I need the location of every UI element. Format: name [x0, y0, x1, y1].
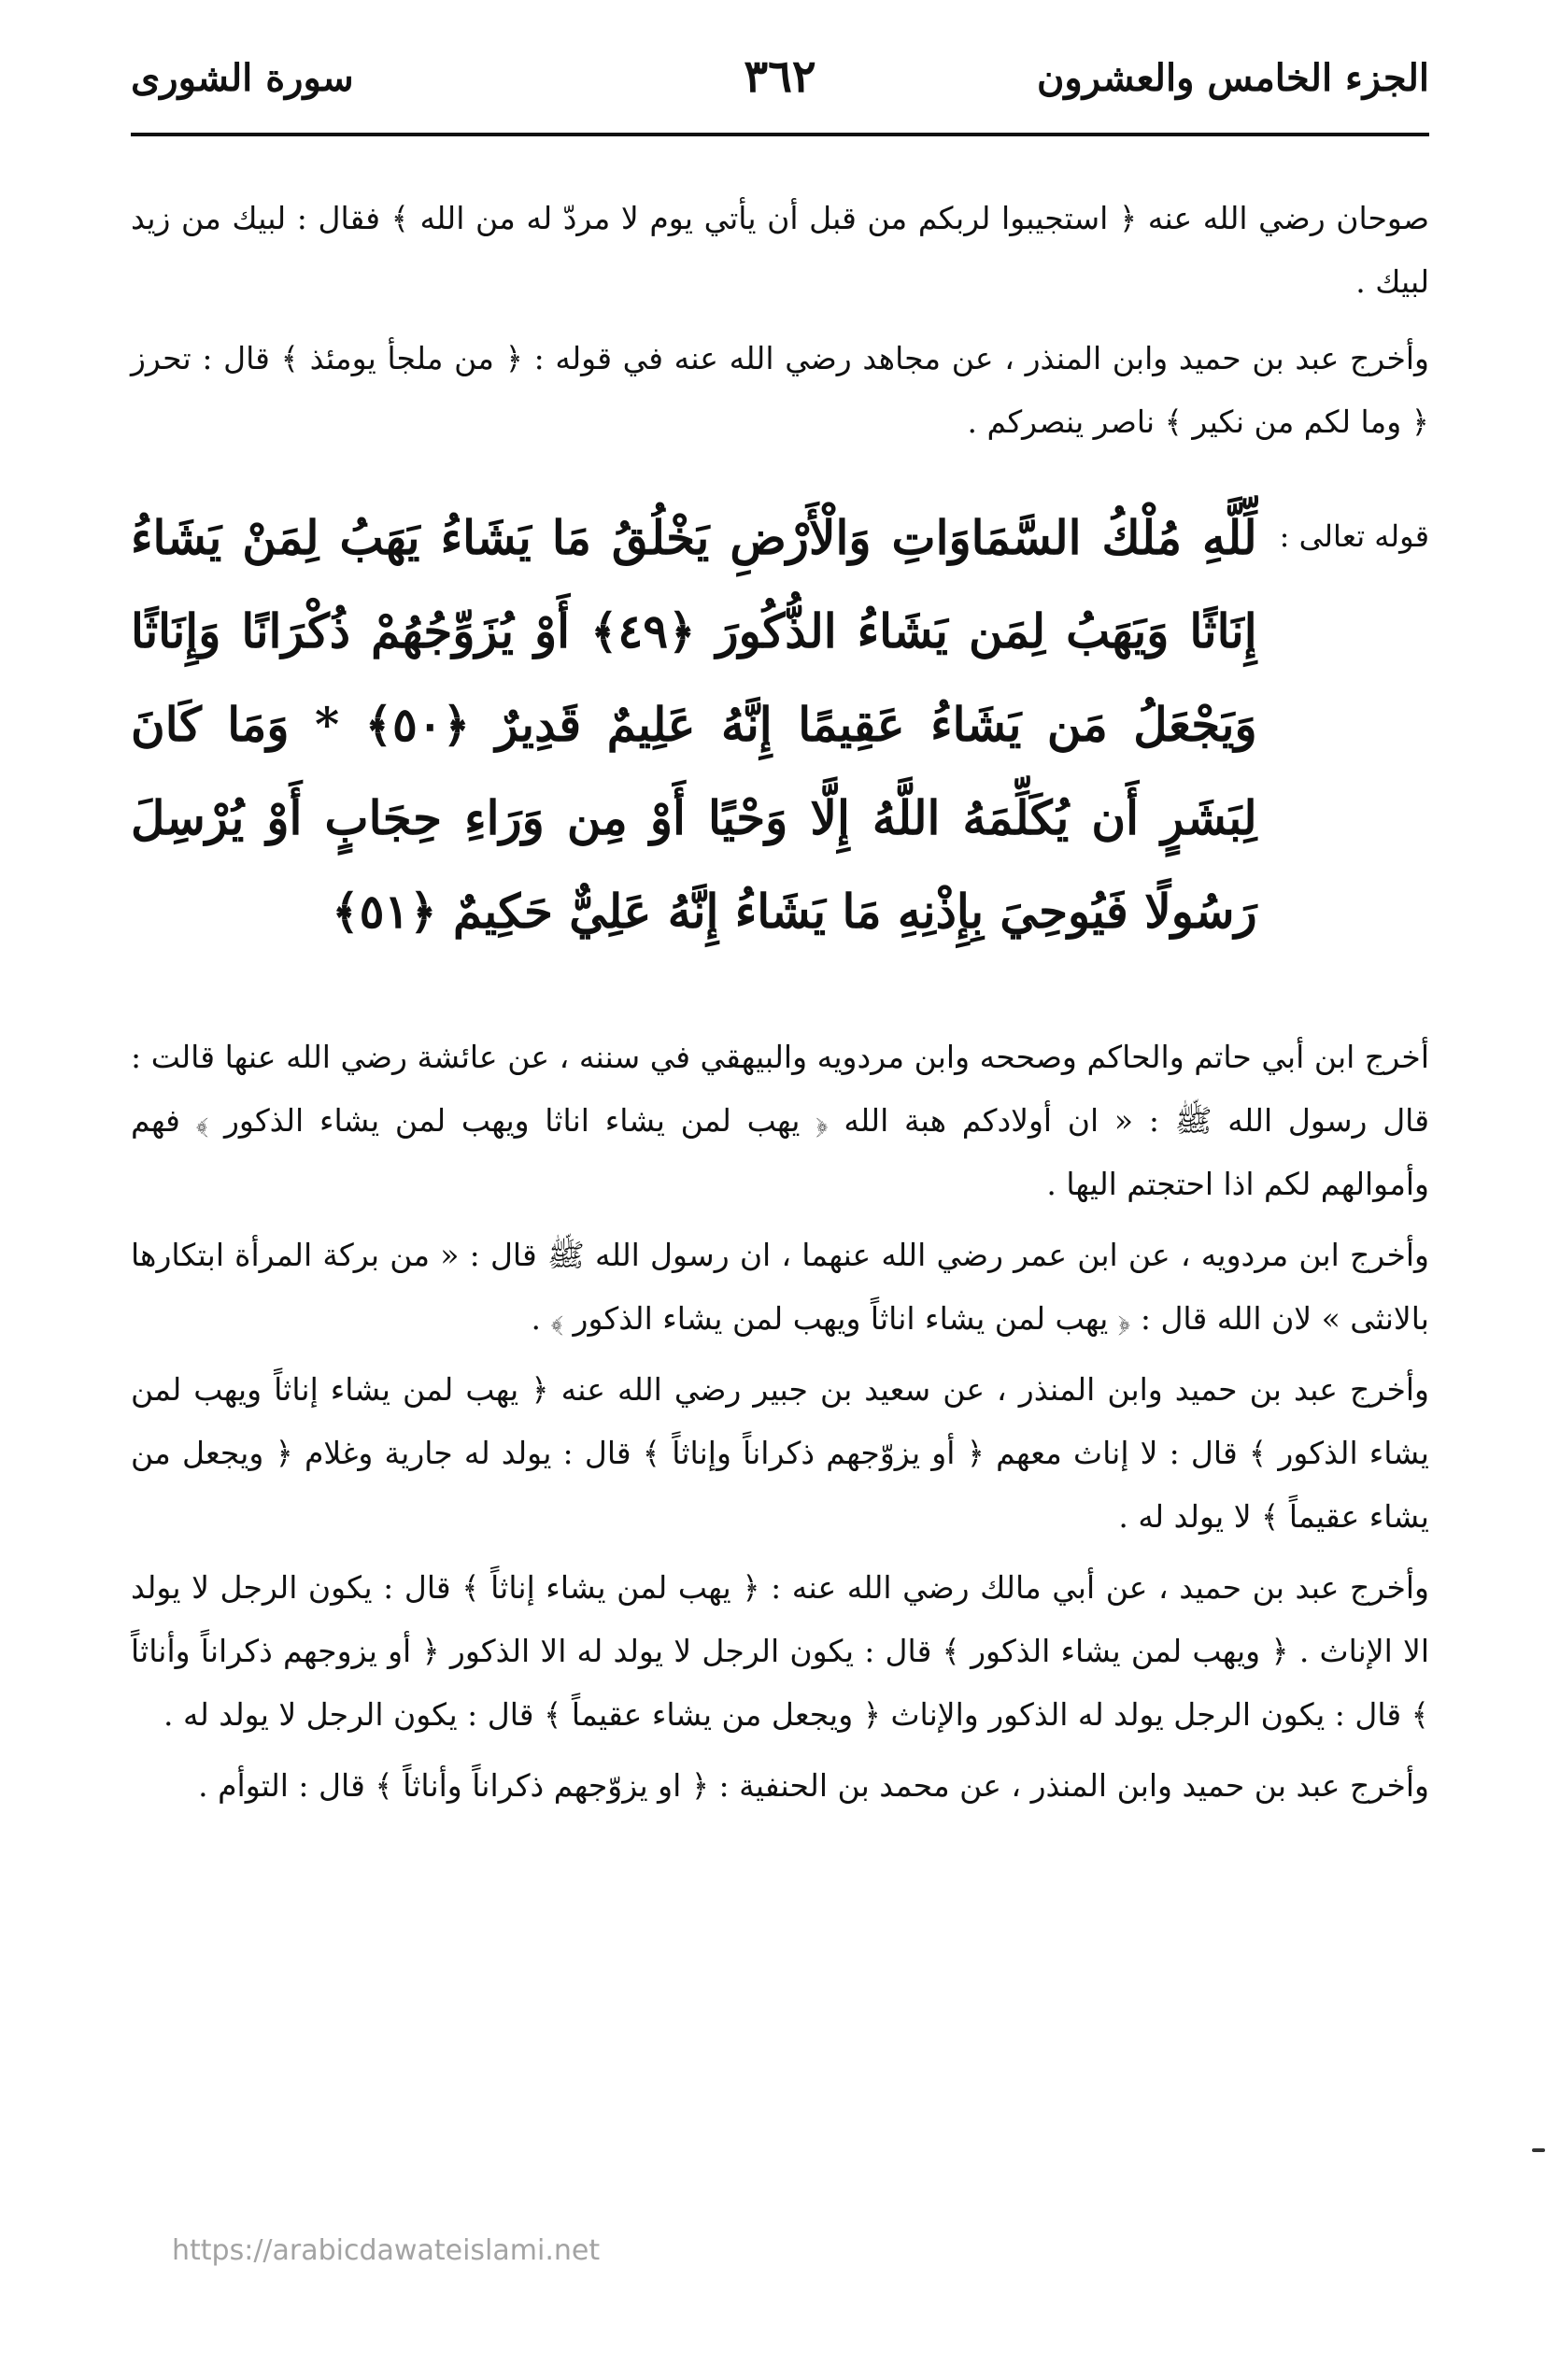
paragraph: وأخرج عبد بن حميد وابن المنذر ، عن سعيد بن جبير رضي الله عنه ﴿ يهب لمن يشاء إناثاً ويهب لمن يشاء الذكور ﴾ قال : لا إناث معهم ﴿ أو يزوّجهم ذكراناً وإناثاً ﴾ قال : يولد له جارية وغلام ﴿ ويجعل من يشاء عقيماً ﴾ لا يولد له .	[131, 1371, 1429, 1535]
paragraph: وأخرج ابن مردويه ، عن ابن عمر رضي الله عنهما ، ان رسول الله ﷺ قال : « من بركة المرأة ابتكارها بالانثى » لان الله قال : ﴿ يهب لمن يشاء اناثاً ويهب لمن يشاء الذكور ﴾ .	[131, 1237, 1429, 1337]
paragraph: وأخرج عبد بن حميد ، عن أبي مالك رضي الله عنه : ﴿ يهب لمن يشاء إناثاً ﴾ قال : يكون الرجل لا يولد الا الإناث . ﴿ ويهب لمن يشاء الذكور ﴾ قال : يكون الرجل لا يولد له الا الذكور ﴿ أو يزوجهم ذكراناً وأناثاً ﴾ قال : يكون الرجل يولد له الذكور والإناث ﴿ ويجعل من يشاء عقيماً ﴾ قال : يكون الرجل لا يولد له .	[131, 1569, 1429, 1733]
paragraph: وأخرج عبد بن حميد وابن المنذر ، عن محمد بن الحنفية : ﴿ او يزوّجهم ذكراناً وأناثاً ﴾ قال : التوأم .	[198, 1767, 1429, 1804]
quran-intro: قوله تعالى :	[1279, 518, 1429, 554]
watermark-url: https://arabicdawateislami.net	[172, 2234, 601, 2267]
part-label: الجزء الخامس والعشرون	[1037, 56, 1429, 100]
paragraph: أخرج ابن أبي حاتم والحاكم وصححه وابن مردويه والبيهقي في سننه ، عن عائشة رضي الله عنها قالت : قال رسول الله ﷺ : « ان أولادكم هبة الله ﴿ يهب لمن يشاء اناثا ويهب لمن يشاء الذكور ﴾ فهم وأموالهم لكم اذا احتجتم اليها .	[131, 1039, 1429, 1202]
page-body	[131, 187, 1429, 1825]
margin-mark	[1532, 2148, 1545, 2152]
quran-verses: لِّلَّهِ مُلْكُ السَّمَاوَاتِ وَالْأَرْضِ يَخْلُقُ مَا يَشَاءُ يَهَبُ لِمَنْ يَشَاءُ إِنَاثًا وَيَهَبُ لِمَن يَشَاءُ الذُّكُورَ ﴿٤٩﴾ أَوْ يُزَوِّجُهُمْ ذُكْرَانًا وَإِنَاثًا وَيَجْعَلُ مَن يَشَاءُ عَقِيمًا إِنَّهُ عَلِيمٌ قَدِيرٌ ﴿٥٠﴾ * وَمَا كَانَ لِبَشَرٍ أَن يُكَلِّمَهُ اللَّهُ إِلَّا وَحْيًا أَوْ مِن وَرَاءِ حِجَابٍ أَوْ يُرْسِلَ رَسُولًا فَيُوحِيَ بِإِذْنِهِ مَا يَشَاءُ إِنَّهُ عَلِيٌّ حَكِيمٌ ﴿٥١﴾	[131, 510, 1257, 939]
paragraph: صوحان رضي الله عنه ﴿ استجيبوا لربكم من قبل أن يأتي يوم لا مردّ له من الله ﴾ فقال : لبيك من زيد لبيك .	[131, 200, 1429, 300]
surah-name: سورة الشورى	[131, 56, 354, 100]
quran-verses-block	[131, 491, 1429, 958]
header-rule	[131, 133, 1429, 136]
page-header	[131, 37, 1429, 131]
paragraph: وأخرج عبد بن حميد وابن المنذر ، عن مجاهد رضي الله عنه في قوله : ﴿ من ملجأ يومئذ ﴾ قال : تحرز ﴿ وما لكم من نكير ﴾ ناصر ينصركم .	[131, 340, 1429, 440]
page-number: ٣٦٢	[744, 50, 816, 103]
